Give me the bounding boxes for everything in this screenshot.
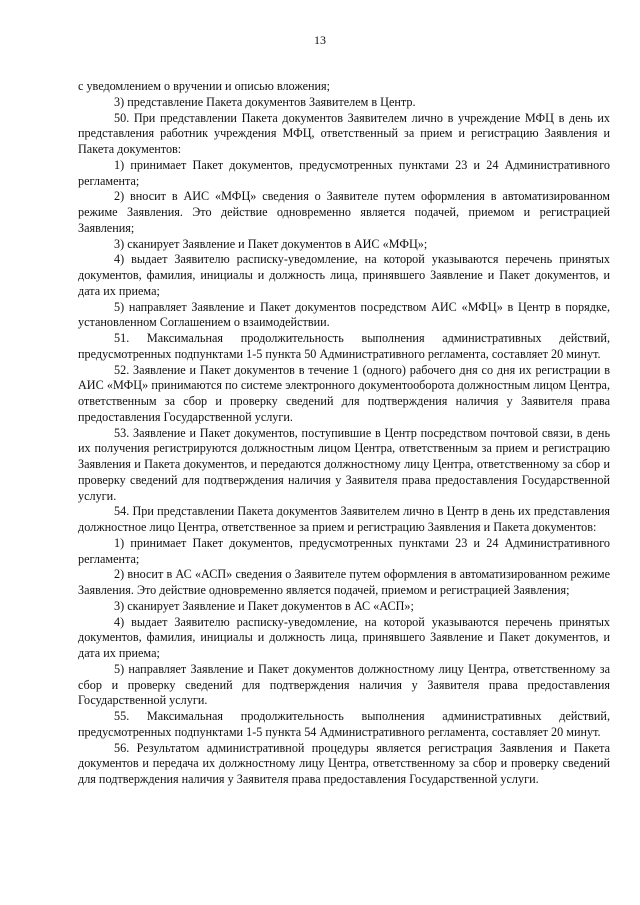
paragraph: 1) принимает Пакет документов, предусмотренных пунктами 23 и 24 Административного регламента;	[78, 157, 610, 188]
paragraph: 52. Заявление и Пакет документов в течение 1 (одного) рабочего дня со дня их регистрации в АИС «МФЦ» принимаются по системе электронного документооборота должностным лицом Центра, ответственным за сбор и проверку сведений для подтверждения наличия у Заявителя права предоставления Государственной услуги.	[78, 362, 610, 424]
paragraph: 4) выдает Заявителю расписку-уведомление, на которой указываются перечень принятых документов, фамилия, инициалы и должность лица, принявшего Заявление и Пакет документов, и дата их приема;	[78, 252, 610, 298]
paragraph: 1) принимает Пакет документов, предусмотренных пунктами 23 и 24 Административного регламента;	[78, 535, 610, 566]
paragraph: 50. При представлении Пакета документов Заявителем лично в учреждение МФЦ в день их представления работник учреждения МФЦ, ответственный за прием и регистрацию Заявления и Пакета документов:	[78, 110, 610, 156]
paragraph: 3) сканирует Заявление и Пакет документов в АС «АСП»;	[114, 598, 414, 613]
paragraph: 51. Максимальная продолжительность выполнения административных действий, предусмотренных подпунктами 1-5 пункта 50 Административного регламента, составляет 20 минут.	[78, 331, 610, 361]
paragraph: 5) направляет Заявление и Пакет документов должностному лицу Центра, ответственному за сбор и проверку сведений для подтверждения наличия у Заявителя права предоставления Государственной услуги.	[78, 661, 610, 708]
paragraph: с уведомлением о вручении и описью вложения;	[78, 79, 331, 93]
paragraph: 3) представление Пакета документов Заявителем в Центр.	[114, 94, 416, 109]
paragraph: 55. Максимальная продолжительность выполнения административных действий, предусмотренных подпунктами 1-5 пункта 54 Административного регламента, составляет 20 минут.	[78, 709, 610, 739]
paragraph: 4) выдает Заявителю расписку-уведомление, на которой указываются перечень принятых документов, фамилия, инициалы и должность лица, принявшего Заявление и Пакет документов, и дата их приема;	[78, 614, 610, 660]
paragraph: 54. При представлении Пакета документов Заявителем лично в Центр в день их представления должностное лицо Центра, ответственное за прием и регистрацию Заявления и Пакета документов:	[78, 504, 610, 534]
paragraph: 3) сканирует Заявление и Пакет документов в АИС «МФЦ»;	[114, 236, 428, 251]
page-number: 13	[314, 33, 326, 47]
document-body	[78, 79, 610, 788]
paragraph: 56. Результатом административной процедуры является регистрация Заявления и Пакета документов и передача их должностному лицу Центра, ответственному за сбор и проверку сведений для подтверждения наличия у Заявителя права предоставления Государственной услуги.	[78, 740, 610, 786]
paragraph: 5) направляет Заявление и Пакет документов посредством АИС «МФЦ» в Центр в порядке, установленном Соглашением о взаимодействии.	[78, 299, 610, 330]
paragraph: 53. Заявление и Пакет документов, поступившие в Центр посредством почтовой связи, в день их получения регистрируются должностным лицом Центра, ответственным за прием и регистрацию Заявления и Пакета документов, и передаются должностному лицу Центра, ответственному за сбор и проверку сведений для подтверждения наличия у Заявителя права предоставления Государственной услуги.	[78, 425, 610, 503]
paragraph: 2) вносит в АИС «МФЦ» сведения о Заявителе путем оформления в автоматизированном режиме Заявления. Это действие одновременно является подачей, приемом и регистрацией Заявления;	[78, 189, 610, 235]
paragraph: 2) вносит в АС «АСП» сведения о Заявителе путем оформления в автоматизированном режиме Заявления. Это действие одновременно является подачей, приемом и регистрацией Заявления;	[78, 567, 610, 597]
